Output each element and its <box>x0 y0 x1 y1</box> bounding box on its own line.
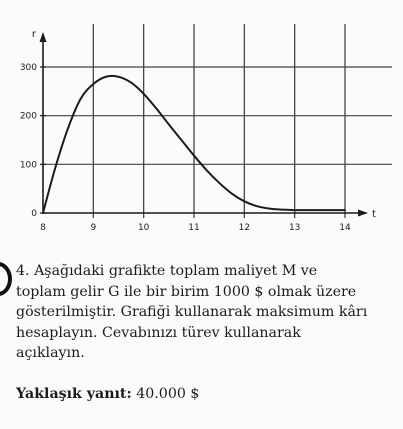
y-axis-label: r <box>31 29 36 40</box>
y-tick-label-100: 100 <box>19 160 37 171</box>
problem-line-1-text: Aşağıdaki grafikte toplam maliyet M ve <box>34 263 318 279</box>
x-tick-label-14: 14 <box>339 223 351 233</box>
x-axis-arrow-icon <box>358 210 368 217</box>
x-tick-label-13: 13 <box>288 223 301 233</box>
x-tick-label-11: 11 <box>188 223 200 233</box>
y-tick-label-200: 200 <box>19 111 37 122</box>
x-tick-label-10: 10 <box>137 223 150 233</box>
problem-statement <box>16 261 396 364</box>
chart-grid <box>43 24 392 218</box>
problem-line-5: açıklayın. <box>16 345 85 361</box>
x-tick-label-9: 9 <box>90 223 97 233</box>
problem-line-3: gösterilmiştir. Grafiği kullanarak maksimum kârı <box>16 304 368 320</box>
answer-value: 40.000 $ <box>136 386 200 402</box>
chart-axis-labels <box>32 29 376 220</box>
y-axis-arrow-icon <box>40 32 47 42</box>
problem-number-marker <box>0 262 12 296</box>
answer-label: Yaklaşık yanıt: <box>16 386 132 402</box>
chart-axes <box>40 32 369 217</box>
x-axis-label: t <box>372 209 376 220</box>
problem-line-2: toplam gelir G ile bir birim 1000 $ olmak üzere <box>16 283 357 300</box>
problem-line-4: hesaplayın. Cevabınızı türev kullanarak <box>16 324 301 341</box>
answer <box>16 386 199 402</box>
problem-line-1 <box>16 261 396 282</box>
x-tick-label-12: 12 <box>238 223 251 233</box>
x-tick-label-8: 8 <box>40 223 46 233</box>
chart-tick-labels <box>20 63 351 233</box>
problem-number: 4. <box>16 263 30 279</box>
y-tick-label-300: 300 <box>19 63 37 73</box>
y-tick-label-0: 0 <box>31 209 37 219</box>
